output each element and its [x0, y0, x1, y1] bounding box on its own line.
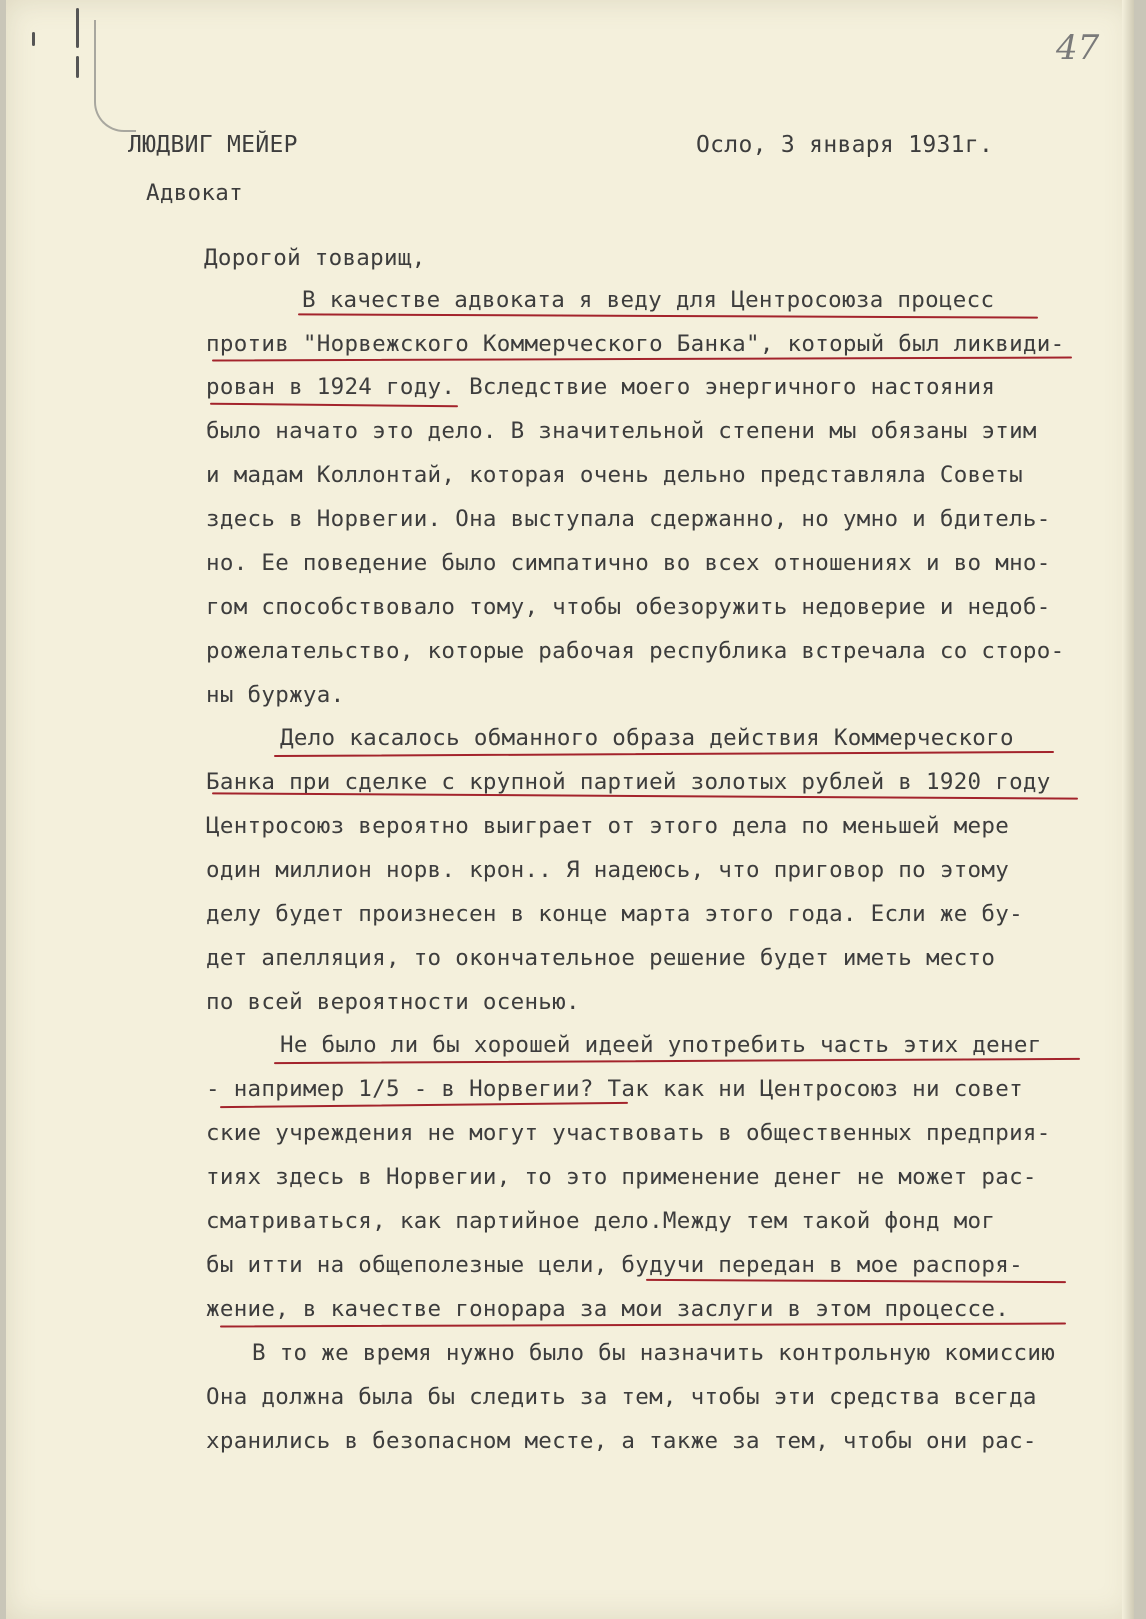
body-line: было начато это дело. В значительной степени мы обязаны этим — [206, 418, 1037, 444]
red-underline — [220, 1323, 1066, 1328]
red-underline — [212, 356, 1072, 361]
red-underline — [646, 1279, 1066, 1283]
body-line: против "Норвежского Коммерческого Банка", который был ликвиди- — [206, 331, 1065, 357]
body-line: рожелательство, которые рабочая республика встречала со сторо- — [206, 638, 1065, 664]
body-line: один миллион норв. крон.. Я надеюсь, что приговор по этому — [206, 857, 1010, 883]
body-line: В то же время нужно было бы назначить контрольную комиссию — [252, 1340, 1056, 1366]
red-underline — [274, 751, 1054, 757]
sender-title: Адвокат — [146, 180, 243, 206]
body-line: Дело касалось обманного образа действия Коммерческого — [280, 725, 1014, 751]
body-line: сматриваться, как партийное дело.Между тем такой фонд мог — [206, 1208, 996, 1234]
body-line: Она должна была бы следить за тем, чтобы эти средства всегда — [206, 1384, 1037, 1410]
punch-mark — [76, 8, 79, 48]
red-underline — [298, 313, 1038, 318]
body-line: гом способствовало тому, чтобы обезоружить недоверие и недоб- — [206, 594, 1051, 620]
sender-name: ЛЮДВИГ МЕЙЕР — [128, 132, 298, 158]
body-line: но. Ее поведение было симпатично во всех отношениях и во мно- — [206, 550, 1051, 576]
body-line: Банка при сделке с крупной партией золотых рублей в 1920 году — [206, 769, 1051, 795]
body-line: здесь в Норвегии. Она выступала сдержанно, но умно и бдитель- — [206, 506, 1051, 532]
red-underline — [220, 1102, 628, 1108]
folio-number: 47 — [1056, 28, 1100, 68]
red-underline — [274, 1058, 1080, 1064]
body-line: и мадам Коллонтай, которая очень дельно представляла Советы — [206, 462, 1023, 488]
body-line: В качестве адвоката я веду для Центросоюза процесс — [302, 287, 995, 313]
body-line: - например 1/5 - в Норвегии? Так как ни Центросоюз ни совет — [206, 1076, 1023, 1102]
body-line: ские учреждения не могут участвовать в общественных предприя- — [206, 1120, 1051, 1146]
salutation: Дорогой товарищ, — [204, 245, 426, 271]
body-line: хранились в безопасном месте, а также за тем, чтобы они рас- — [206, 1428, 1037, 1454]
place-date: Осло, 3 января 1931г. — [696, 132, 994, 158]
punch-mark — [32, 32, 35, 46]
body-line: Центросоюз вероятно выиграет от этого дела по меньшей мере — [206, 813, 1010, 839]
page-curl — [94, 20, 136, 132]
body-line: ны буржуа. — [206, 682, 345, 708]
document-page — [6, 0, 1134, 1619]
body-line: жение, в качестве гонорара за мои заслуги в этом процессе. — [206, 1296, 1010, 1322]
body-line: дет апелляция, то окончательное решение будет иметь место — [206, 945, 996, 971]
page-edge — [1122, 0, 1134, 1619]
red-underline — [210, 403, 458, 408]
body-line: рован в 1924 году. Вследствие моего энергичного настояния — [206, 374, 996, 400]
punch-mark — [76, 56, 79, 78]
body-line: тиях здесь в Норвегии, то это применение денег не может рас- — [206, 1164, 1037, 1190]
body-line: делу будет произнесен в конце марта этого года. Если же бу- — [206, 901, 1023, 927]
body-line: по всей вероятности осенью. — [206, 989, 580, 1015]
body-line: Не было ли бы хорошей идеей употребить часть этих денег — [280, 1032, 1042, 1058]
body-line: бы итти на общеполезные цели, будучи передан в мое распоря- — [206, 1252, 1023, 1278]
